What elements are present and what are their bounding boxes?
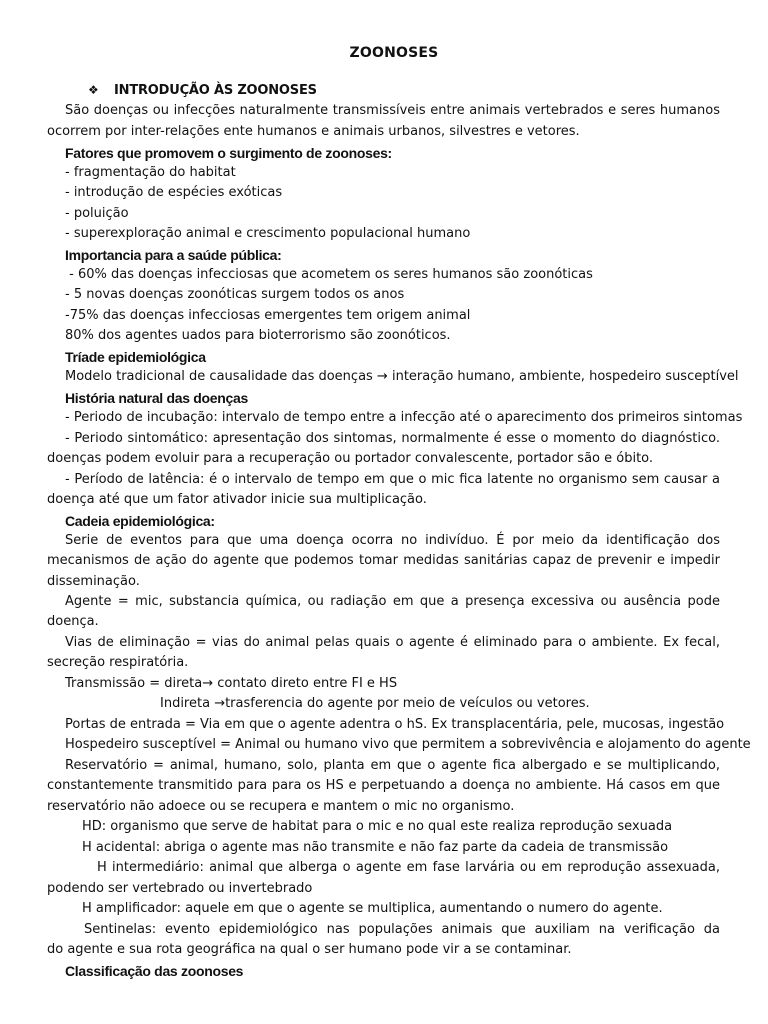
paragraph-line: do agente e sua rota geográfica na qual o ser humano pode vir a se contaminar. — [47, 942, 572, 957]
list-item: -75% das doenças infecciosas emergentes tem origem animal — [65, 308, 471, 323]
paragraph-line: Indireta →trasferencia do agente por meio de veículos ou vetores. — [160, 696, 590, 711]
paragraph-line: Vias de eliminação = vias do animal pelas quais o agente é eliminado para o ambiente. Ex fecal, — [65, 635, 720, 650]
paragraph-line: Transmissão = direta→ contato direto entre FI e HS — [65, 676, 398, 691]
paragraph-line: Portas de entrada = Via em que o agente adentra o hS. Ex transplacentária, pele, mucosas, ingestão — [65, 717, 725, 732]
paragraph-line: constantemente transmitido para para os HS e perpetuando a doença no ambiente. Há casos em que — [47, 778, 720, 793]
paragraph-line: secreção respiratória. — [47, 655, 189, 670]
list-item: - poluição — [65, 206, 129, 221]
list-item: - 60% das doenças infecciosas que acometem os seres humanos são zoonóticas — [65, 267, 593, 282]
paragraph-line: Agente = mic, substancia química, ou radiação em que a presença excessiva ou ausência pode — [65, 594, 720, 609]
section-heading-classificacao: Classificação das zoonoses — [65, 963, 244, 979]
paragraph-line: doenças podem evoluir para a recuperação ou portador convalescente, portador são e óbito. — [47, 451, 654, 466]
paragraph-line: reservatório não adoece ou se recupera e mantem o mic no organismo. — [47, 799, 515, 814]
paragraph-line: H intermediário: animal que alberga o agente em fase larvária ou em reprodução assexuada, — [97, 860, 720, 875]
diamond-bullet-icon: ❖ — [88, 83, 99, 97]
list-item: - 5 novas doenças zoonóticas surgem todos os anos — [65, 287, 405, 302]
paragraph-line: disseminação. — [47, 574, 140, 589]
section-heading-introducao — [88, 80, 761, 101]
section-heading-importancia: Importancia para a saúde pública: — [65, 247, 282, 263]
paragraph-line: H amplificador: aquele em que o agente se multiplica, aumentando o numero do agente. — [82, 901, 663, 916]
section-heading-historia: História natural das doenças — [65, 390, 248, 406]
paragraph-line: HD: organismo que serve de habitat para o mic e no qual este realiza reprodução sexuada — [82, 819, 673, 834]
section-heading-cadeia: Cadeia epidemiológica: — [65, 513, 215, 529]
paragraph-line: Modelo tradicional de causalidade das doenças → interação humano, ambiente, hospedeiro susceptível — [65, 369, 739, 384]
paragraph-line: Reservatório = animal, humano, solo, planta em que o agente fica albergado e se multiplicando, — [65, 758, 720, 773]
paragraph-line: Sentinelas: evento epidemiológico nas populações animais que auxiliam na verificação da — [84, 922, 720, 937]
paragraph-line: doença até que um fator ativador inicie sua multiplicação. — [47, 492, 427, 507]
introducao-heading-text: INTRODUÇÃO ÀS ZOONOSES — [114, 83, 317, 98]
section-heading-fatores: Fatores que promovem o surgimento de zoonoses: — [65, 145, 392, 161]
paragraph-line: doença. — [47, 614, 99, 629]
paragraph-line: - Periodo sintomático: apresentação dos sintomas, normalmente é esse o momento do diagnóstico. — [65, 431, 720, 446]
section-heading-triade: Tríade epidemiológica — [65, 349, 206, 365]
paragraph-line: Serie de eventos para que uma doença ocorra no indivíduo. É por meio da identificação dos — [65, 533, 720, 548]
paragraph-line: H acidental: abriga o agente mas não transmite e não faz parte da cadeia de transmissão — [82, 840, 669, 855]
list-item: 80% dos agentes uados para bioterrorismo são zoonóticos. — [65, 328, 451, 343]
paragraph-line: - Período de latência: é o intervalo de tempo em que o mic fica latente no organismo sem causar a — [65, 472, 720, 487]
paragraph-line: São doenças ou infecções naturalmente transmissíveis entre animais vertebrados e seres humanos — [65, 103, 720, 118]
paragraph-line: mecanismos de ação do agente que podemos tomar medidas sanitárias capaz de prevenir e impedir — [47, 553, 720, 568]
paragraph-line: Hospedeiro susceptível = Animal ou humano vivo que permitem a sobrevivência e alojamento do agente — [65, 737, 751, 752]
paragraph-line: podendo ser vertebrado ou invertebrado — [47, 881, 313, 896]
list-item: - introdução de espécies exóticas — [65, 185, 283, 200]
list-item: - superexploração animal e crescimento populacional humano — [65, 226, 471, 241]
paragraph-line: - Periodo de incubação: intervalo de tempo entre a infecção até o aparecimento dos primeiros sintomas — [65, 410, 743, 425]
document-title: ZOONOSES — [349, 45, 439, 61]
paragraph-line: ocorrem por inter-relações ente humanos e animais urbanos, silvestres e vetores. — [47, 124, 580, 139]
list-item: - fragmentação do habitat — [65, 165, 236, 180]
